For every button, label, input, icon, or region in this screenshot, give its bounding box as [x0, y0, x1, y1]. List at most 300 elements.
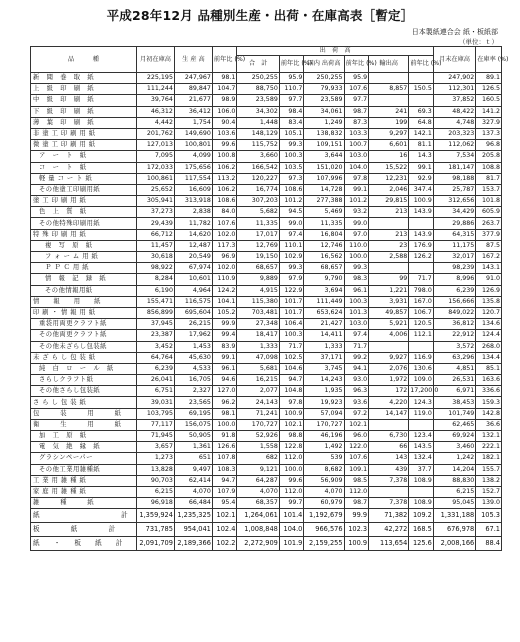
cell-value: 64,764 — [137, 352, 175, 363]
header-prev-inventory: 月初在庫高 — [137, 47, 175, 73]
cell-value: 36.6 — [476, 419, 502, 430]
cell-value: 116.9 — [409, 352, 434, 363]
cell-value: 60,979 — [304, 498, 344, 509]
cell-value: 7,534 — [433, 151, 475, 162]
cell-value: 153.7 — [476, 184, 502, 195]
cell-value: 112.0 — [344, 486, 369, 497]
cell-value: 98,239 — [433, 263, 475, 274]
cell-value: 14,147 — [369, 408, 409, 419]
cell-value: 39,031 — [137, 397, 175, 408]
cell-value: 4,851 — [433, 363, 475, 374]
cell-value: 143.9 — [409, 229, 434, 240]
cell-value: 10,601 — [174, 274, 212, 285]
cell-value: 100.9 — [344, 537, 369, 551]
cell-value: 182.1 — [476, 453, 502, 464]
cell-value: 695,604 — [174, 307, 212, 318]
cell-value: 100,801 — [174, 140, 212, 151]
row-label: その他情報用紙 — [31, 285, 137, 296]
cell-value: 93.6 — [344, 397, 369, 408]
cell-value: 97.8 — [344, 173, 369, 184]
cell-value: 313,918 — [174, 196, 212, 207]
cell-value: 2,588 — [369, 252, 409, 263]
cell-value: 112.0 — [279, 453, 304, 464]
cell-value: 100.0 — [212, 419, 237, 430]
cell-value: 23,565 — [174, 397, 212, 408]
cell-value: 12,769 — [237, 240, 279, 251]
table-row — [31, 363, 502, 374]
cell-value: 20,549 — [174, 252, 212, 263]
cell-value: 1,235,325 — [174, 509, 212, 523]
cell-value: 99.9 — [212, 319, 237, 330]
cell-value: 25,652 — [137, 184, 175, 195]
cell-value — [409, 486, 434, 497]
cell-value: 2,077 — [237, 386, 279, 397]
cell-value: 98,188 — [433, 173, 475, 184]
cell-value: 102.9 — [279, 252, 304, 263]
cell-value — [369, 95, 409, 106]
header-end-inventory: 月末在庫高 — [433, 47, 475, 73]
cell-value: 19,150 — [237, 252, 279, 263]
cell-value: 52,926 — [237, 431, 279, 442]
cell-value: 3,694 — [304, 285, 344, 296]
row-label: 純 白 ロ ー ル 紙 — [31, 363, 137, 374]
row-label: 特 殊 印 刷 用 紙 — [31, 229, 137, 240]
cell-value: 98.9 — [212, 95, 237, 106]
cell-value: 27,348 — [237, 319, 279, 330]
cell-value: 4,964 — [174, 285, 212, 296]
cell-value: 112.1 — [409, 330, 434, 341]
cell-value: 13,828 — [137, 464, 175, 475]
table-row — [31, 296, 502, 307]
cell-value: 170,727 — [304, 419, 344, 430]
cell-value: 159.3 — [476, 397, 502, 408]
cell-value: 17,200.0 — [409, 386, 434, 397]
cell-value: 966,576 — [304, 523, 344, 537]
cell-value: 203,323 — [433, 128, 475, 139]
cell-value — [409, 218, 434, 229]
cell-value: 6,239 — [433, 285, 475, 296]
header-export: 輸出高 — [369, 56, 409, 73]
cell-value: 2,189,366 — [174, 537, 212, 551]
cell-value: 97.2 — [344, 408, 369, 419]
cell-value: 91.8 — [212, 431, 237, 442]
publisher: 日本製紙連合会 紙・板紙部 — [411, 28, 498, 36]
cell-value: 113.2 — [212, 173, 237, 184]
cell-value: 103.6 — [212, 128, 237, 139]
cell-value: 132.4 — [409, 453, 434, 464]
cell-value: 103.0 — [344, 319, 369, 330]
cell-value: 15,522 — [369, 162, 409, 173]
cell-value: 71.7 — [409, 274, 434, 285]
cell-value: 377.9 — [476, 229, 502, 240]
cell-value: 166,542 — [237, 162, 279, 173]
table-row — [31, 431, 502, 442]
cell-value: 100.7 — [344, 140, 369, 151]
cell-value: 69.3 — [409, 106, 434, 117]
cell-value: 100.3 — [279, 330, 304, 341]
cell-value: 16,774 — [237, 184, 279, 195]
cell-value: 68,657 — [237, 263, 279, 274]
table-row — [31, 184, 502, 195]
row-label: その他さらし包装紙 — [31, 386, 137, 397]
cell-value: 7,378 — [369, 475, 409, 486]
cell-value: 102.1 — [344, 419, 369, 430]
cell-value: 102.4 — [212, 523, 237, 537]
cell-value: 99 — [369, 274, 409, 285]
cell-value: 37,945 — [137, 319, 175, 330]
cell-value: 6,190 — [137, 285, 175, 296]
cell-value: 1,448 — [237, 117, 279, 128]
cell-value: 9,790 — [304, 274, 344, 285]
row-label: ア ー ト 紙 — [31, 151, 137, 162]
row-label: 微 塗 工 印 刷 用 紙 — [31, 140, 137, 151]
table-row — [31, 173, 502, 184]
cell-value: 38,453 — [433, 397, 475, 408]
cell-value: 653,624 — [304, 307, 344, 318]
cell-value: 176.9 — [409, 240, 434, 251]
cell-value: 100.9 — [279, 408, 304, 419]
cell-value: 103,795 — [137, 408, 175, 419]
cell-value: 98.8 — [279, 431, 304, 442]
cell-value: 23,387 — [137, 330, 175, 341]
cell-value: 97.4 — [279, 229, 304, 240]
cell-value: 263.7 — [476, 218, 502, 229]
table-row — [31, 218, 502, 229]
total-row — [31, 509, 502, 523]
row-label: 重袋用両更クラフト紙 — [31, 319, 137, 330]
cell-value: 98.1 — [212, 408, 237, 419]
table-row — [31, 397, 502, 408]
cell-value: 99.0 — [279, 218, 304, 229]
cell-value: 6,730 — [369, 431, 409, 442]
row-label: 複 写 原 紙 — [31, 240, 137, 251]
cell-value: 12,746 — [304, 240, 344, 251]
cell-value: 21,427 — [304, 319, 344, 330]
cell-value: 143 — [369, 453, 409, 464]
cell-value: 108.9 — [409, 475, 434, 486]
cell-value: 9,497 — [174, 464, 212, 475]
cell-value: 106.2 — [212, 162, 237, 173]
report-title: 平成28年12月 品種別生産・出荷・在庫高表［暫定］ — [106, 8, 414, 23]
cell-value: 11,782 — [174, 218, 212, 229]
cell-value: 682 — [237, 453, 279, 464]
cell-value: 104.8 — [279, 386, 304, 397]
cell-value: 99.6 — [212, 140, 237, 151]
cell-value: 122.8 — [279, 442, 304, 453]
header-inventory-ratio: 在庫率 (%) — [476, 47, 502, 73]
cell-value: 5,469 — [304, 207, 344, 218]
header-production: 生 産 高 — [174, 47, 212, 73]
cell-value: 102.0 — [212, 229, 237, 240]
cell-value: 90,703 — [137, 475, 175, 486]
table-row — [31, 442, 502, 453]
cell-value: 347.4 — [409, 184, 434, 195]
cell-value: 32,017 — [433, 252, 475, 263]
table-row — [31, 453, 502, 464]
cell-value: 143.9 — [409, 207, 434, 218]
cell-value: 68,657 — [304, 263, 344, 274]
cell-value: 77,117 — [137, 419, 175, 430]
cell-value: 37.7 — [409, 464, 434, 475]
cell-value — [369, 73, 409, 84]
cell-value: 79,933 — [304, 84, 344, 95]
cell-value: 9,927 — [369, 352, 409, 363]
table-row — [31, 285, 502, 296]
cell-value: 16,215 — [237, 375, 279, 386]
cell-value: 84.0 — [212, 207, 237, 218]
cell-value: 110.7 — [279, 84, 304, 95]
cell-value: 2,091,709 — [137, 537, 175, 551]
cell-value: 34,429 — [433, 207, 475, 218]
cell-value: 69,195 — [174, 408, 212, 419]
cell-value: 98.3 — [344, 274, 369, 285]
cell-value: 14,411 — [304, 330, 344, 341]
cell-value: 250,255 — [237, 73, 279, 84]
cell-value: 5,681 — [237, 363, 279, 374]
cell-value: 143.5 — [409, 442, 434, 453]
header-total-yoy: 前年比 (%) — [279, 56, 304, 73]
cell-value: 46,196 — [304, 431, 344, 442]
cell-value: 9,121 — [237, 464, 279, 475]
cell-value: 163.6 — [476, 375, 502, 386]
cell-value: 88.4 — [476, 537, 502, 551]
cell-value: 213 — [369, 207, 409, 218]
row-label: 新 聞 巻 取 紙 — [31, 73, 137, 84]
cell-value: 2,272,909 — [237, 537, 279, 551]
header-domestic-yoy: 前年比 (%) — [344, 56, 369, 73]
cell-value: 97.3 — [279, 173, 304, 184]
cell-value: 3,644 — [304, 151, 344, 162]
cell-value — [369, 486, 409, 497]
cell-value: 138,832 — [304, 128, 344, 139]
cell-value: 99.3 — [344, 263, 369, 274]
cell-value: 181,147 — [433, 162, 475, 173]
table-row — [31, 375, 502, 386]
row-label: さらしクラフト紙 — [31, 375, 137, 386]
table-row — [31, 106, 502, 117]
table-row — [31, 319, 502, 330]
cell-value: 2,159,255 — [304, 537, 344, 551]
cell-value: 104.7 — [212, 84, 237, 95]
row-label: 薄 葉 印 刷 紙 — [31, 117, 137, 128]
cell-value: 102.0 — [212, 263, 237, 274]
cell-value: 175,656 — [174, 162, 212, 173]
cell-value: 1,558 — [237, 442, 279, 453]
cell-value: 110.1 — [279, 240, 304, 251]
cell-value: 36,412 — [174, 106, 212, 117]
cell-value: 103.3 — [344, 128, 369, 139]
cell-value: 1,333 — [237, 341, 279, 352]
table-row — [31, 207, 502, 218]
row-label: 未 ざ ら し 包 装 紙 — [31, 352, 137, 363]
cell-value: 12,231 — [369, 173, 409, 184]
cell-value: 137.3 — [476, 128, 502, 139]
cell-value: 307,203 — [237, 196, 279, 207]
header-shipments-group: 出 荷 高 — [237, 47, 433, 56]
cell-value: 97.8 — [279, 397, 304, 408]
cell-value: 19,923 — [304, 397, 344, 408]
cell-value: 152.7 — [476, 486, 502, 497]
row-label: 板 紙 計 — [31, 523, 137, 537]
row-label: その他特殊印刷用紙 — [31, 218, 137, 229]
cell-value: 4,070 — [304, 486, 344, 497]
cell-value: 150.5 — [409, 84, 434, 95]
row-label: 印 刷 ・ 情 報 用 紙 — [31, 307, 137, 318]
cell-value: 3,572 — [433, 341, 475, 352]
cell-value: 172,033 — [137, 162, 175, 173]
cell-value: 111,449 — [304, 296, 344, 307]
cell-value: 126.5 — [476, 84, 502, 95]
cell-value: 16,609 — [174, 184, 212, 195]
cell-value: 94.7 — [279, 375, 304, 386]
cell-value: 101.7 — [279, 307, 304, 318]
cell-value: 6,971 — [433, 386, 475, 397]
header-row-1 — [31, 47, 502, 56]
cell-value — [409, 341, 434, 352]
cell-value: 336.6 — [476, 386, 502, 397]
cell-value: 2,046 — [369, 184, 409, 195]
cell-value: 22,912 — [433, 330, 475, 341]
table-row — [31, 128, 502, 139]
cell-value: 101.2 — [344, 196, 369, 207]
cell-value: 108.6 — [279, 184, 304, 195]
cell-value: 89,847 — [174, 84, 212, 95]
table-row — [31, 486, 502, 497]
cell-value: 676,978 — [433, 523, 475, 537]
cell-value: 62,414 — [174, 475, 212, 486]
cell-value: 101.3 — [344, 307, 369, 318]
cell-value: 102.1 — [212, 509, 237, 523]
cell-value: 1,273 — [137, 453, 175, 464]
cell-value: 62,465 — [433, 419, 475, 430]
cell-value: 2,076 — [369, 363, 409, 374]
table-row — [31, 263, 502, 274]
cell-value: 1,249 — [304, 117, 344, 128]
cell-value: 42,272 — [369, 523, 409, 537]
cell-value: 98.7 — [344, 106, 369, 117]
cell-value: 9,889 — [237, 274, 279, 285]
cell-value: 99.9 — [344, 509, 369, 523]
cell-value — [409, 419, 434, 430]
production-table — [30, 46, 509, 551]
cell-value: 89.1 — [476, 73, 502, 84]
cell-value: 98.7 — [344, 498, 369, 509]
cell-value: 24,143 — [237, 397, 279, 408]
row-label: コ ー ト 紙 — [31, 162, 137, 173]
cell-value: 11,335 — [304, 218, 344, 229]
cell-value: 34,302 — [237, 106, 279, 117]
row-label: 雑 種 紙 — [31, 498, 137, 509]
cell-value: 29,815 — [369, 196, 409, 207]
cell-value: 100.3 — [344, 296, 369, 307]
cell-value: 11,457 — [137, 240, 175, 251]
table-row — [31, 229, 502, 240]
cell-value: 115,380 — [237, 296, 279, 307]
cell-value: 95.9 — [344, 73, 369, 84]
row-label: その他両更クラフト紙 — [31, 330, 137, 341]
cell-value: 111,244 — [137, 84, 175, 95]
cell-value: 1,192,679 — [304, 509, 344, 523]
cell-value: 106.4 — [279, 319, 304, 330]
cell-value: 170,727 — [237, 419, 279, 430]
cell-value: 11,335 — [237, 218, 279, 229]
cell-value: 26,531 — [433, 375, 475, 386]
cell-value: 168.5 — [409, 523, 434, 537]
cell-value: 4,533 — [174, 363, 212, 374]
cell-value: 134.4 — [476, 352, 502, 363]
cell-value: 100.0 — [279, 464, 304, 475]
cell-value: 23,589 — [237, 95, 279, 106]
cell-value: 856,899 — [137, 307, 175, 318]
cell-value: 71.7 — [279, 341, 304, 352]
cell-value: 142.1 — [409, 128, 434, 139]
cell-value: 88,750 — [237, 84, 279, 95]
cell-value: 247,967 — [174, 73, 212, 84]
cell-value: 101.7 — [279, 296, 304, 307]
cell-value: 127,013 — [137, 140, 175, 151]
cell-value: 66,712 — [137, 229, 175, 240]
cell-value: 119.0 — [409, 408, 434, 419]
cell-value: 3,660 — [237, 151, 279, 162]
cell-value: 5,682 — [237, 207, 279, 218]
cell-value: 96.0 — [344, 431, 369, 442]
cell-value: 93.2 — [344, 207, 369, 218]
cell-value: 87.5 — [476, 240, 502, 251]
cell-value: 95.4 — [212, 498, 237, 509]
cell-value: 155,471 — [137, 296, 175, 307]
cell-value: 26,215 — [174, 319, 212, 330]
cell-value: 11,175 — [433, 240, 475, 251]
cell-value: 100.3 — [279, 151, 304, 162]
cell-value: 67,974 — [174, 263, 212, 274]
cell-value: 731,785 — [137, 523, 175, 537]
cell-value: 102.2 — [212, 537, 237, 551]
table-row — [31, 307, 502, 318]
cell-value: 1,331,188 — [433, 509, 475, 523]
cell-value: 1,242 — [433, 453, 475, 464]
cell-value: 1,972 — [369, 375, 409, 386]
cell-value: 99.1 — [212, 352, 237, 363]
cell-value: 312,656 — [433, 196, 475, 207]
cell-value: 21,677 — [174, 95, 212, 106]
row-label: 加 工 原 紙 — [31, 431, 137, 442]
table-row — [31, 498, 502, 509]
cell-value: 241 — [369, 106, 409, 117]
cell-value: 102.3 — [344, 523, 369, 537]
cell-value: 155.7 — [476, 464, 502, 475]
cell-value: 156,666 — [433, 296, 475, 307]
cell-value: 213 — [369, 229, 409, 240]
cell-value: 268.0 — [476, 341, 502, 352]
cell-value: 7,095 — [137, 151, 175, 162]
cell-value: 134.6 — [476, 319, 502, 330]
cell-value: 122.0 — [344, 442, 369, 453]
cell-value: 2,327 — [174, 386, 212, 397]
cell-value: 6,215 — [433, 486, 475, 497]
row-label: 包 装 用 紙 — [31, 408, 137, 419]
cell-value: 99.4 — [212, 330, 237, 341]
cell-value: 57,094 — [304, 408, 344, 419]
cell-value — [369, 263, 409, 274]
cell-value: 130.6 — [409, 363, 434, 374]
cell-value: 98,922 — [137, 263, 175, 274]
row-label: 情 報 記 録 紙 — [31, 274, 137, 285]
cell-value: 64,315 — [433, 229, 475, 240]
cell-value: 1,359,924 — [137, 509, 175, 523]
cell-value: 99.7 — [279, 498, 304, 509]
cell-value: 798.0 — [409, 285, 434, 296]
table-row — [31, 84, 502, 95]
